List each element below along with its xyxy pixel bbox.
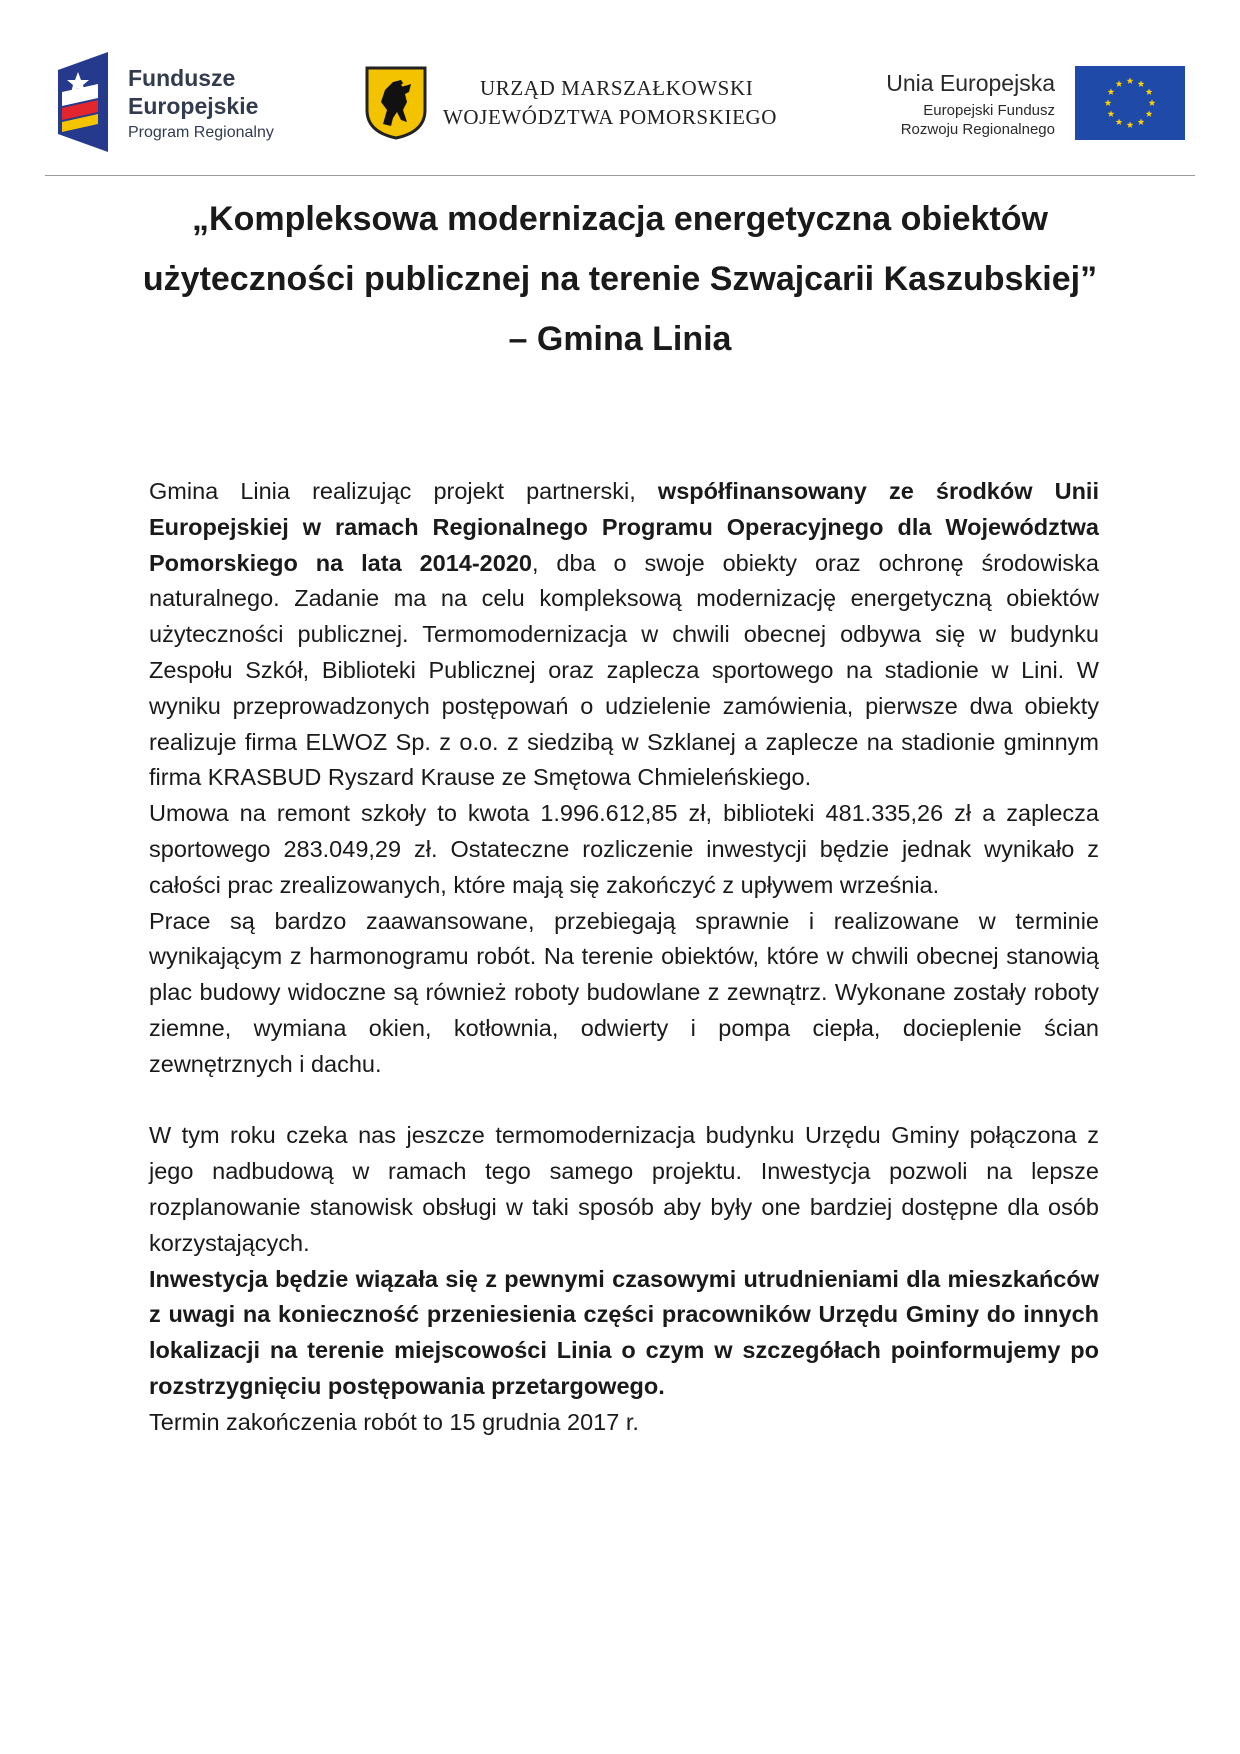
fe-logo-line3: Program Regionalny	[128, 124, 274, 141]
paragraph-deadline: Termin zakończenia robót to 15 grudnia 2017 r.	[149, 1408, 639, 1435]
paragraph-intro-end: , dba o swoje obiekty oraz ochronę środowiska naturalnego. Zadanie ma na celu kompleksową modernizację energetyczną obiektów użyteczności publicznej. Termomodernizacja w chwili obecnej odbywa się w budynku Zespołu Szkół, Biblioteki Publicznej oraz zaplecza sportowego na stadionie w Lini. W wyniku przeprowadzonych postępowań o udzielenie zamówienia, pierwsze dwa obiekty realizuje firma ELWOZ Sp. z o.o. z siedzibą w Szklanej a zaplecze na stadionie gminnym firma KRASBUD Ryszard Krause ze Smętowa Chmieleńskiego.	[149, 549, 1099, 791]
paragraph-intro-start: Gmina Linia realizując projekt partnerski,	[149, 478, 658, 504]
griffin-crest-icon	[365, 66, 427, 140]
paragraph-contract: Umowa na remont szkoły to kwota 1.996.612,85 zł, biblioteki 481.335,26 zł a zaplecza sportowego 283.049,29 zł. Ostateczne rozliczenie inwestycji będzie jednak wynikało z całości prac zrealizowanych, które mają się zakończyć z upływem września.	[149, 800, 1099, 898]
ue-logo-line2: Europejski Fundusz	[923, 102, 1055, 119]
fe-logo-line2: Europejskie	[128, 93, 259, 119]
page-title: „Kompleksowa modernizacja energetyczna obiektów użyteczności publicznej na terenie Szwajcarii Kaszubskiej” – Gmina Linia	[142, 200, 1098, 358]
header-divider	[45, 175, 1195, 176]
um-logo-line1: URZĄD MARSZAŁKOWSKI	[480, 76, 754, 100]
logo-header	[0, 0, 1240, 176]
paragraph-intro	[149, 474, 1099, 796]
paragraph-notice-bold: Inwestycja będzie wiązała się z pewnymi czasowymi utrudnieniami dla mieszkańców z uwagi na konieczność przeniesienia części pracowników Urzędu Gminy do innych lokalizacji na terenie miejscowości Linia o czym w szczegółach poinformujemy po rozstrzygnięciu postępowania przetargowego.	[149, 1265, 1099, 1399]
eu-flag-icon	[1075, 66, 1185, 140]
fundusze-europejskie-mark-icon	[58, 52, 108, 152]
paragraph-gap	[149, 1083, 1099, 1119]
paragraph-next-year: W tym roku czeka nas jeszcze termomodernizacja budynku Urzędu Gminy połączona z jego nadbudową w ramach tego samego projektu. Inwestycja pozwoli na lepsze rozplanowanie stanowisk obsługi w taki sposób aby były one bardziej dostępne dla osób korzystających.	[149, 1122, 1099, 1256]
fe-logo-line1: Fundusze	[128, 65, 236, 91]
document-body	[149, 474, 1099, 1441]
um-logo-line2: WOJEWÓDZTWA POMORSKIEGO	[443, 105, 778, 129]
unia-europejska-logo	[855, 66, 1185, 146]
paragraph-intro-bold: współfinansowany ze środków Unii Europejskiej w ramach Regionalnego Programu Operacyjnego dla Województwa Pomorskiego na lata 2014-2020	[149, 478, 1099, 576]
ue-logo-line1: Unia Europejska	[886, 70, 1055, 96]
ue-logo-line3: Rozwoju Regionalnego	[900, 121, 1055, 138]
urzad-marszalkowski-logo	[365, 62, 785, 142]
paragraph-progress: Prace są bardzo zaawansowane, przebiegają sprawnie i realizowane w terminie wynikającym z harmonogramu robót. Na terenie obiektów, które w chwili obecnej stanowią plac budowy widoczne są również roboty budowlane z zewnątrz. Wykonane zostały roboty ziemne, wymiana okien, kotłownia, odwierty i pompa ciepła, docieplenie ścian zewnętrznych i dachu.	[149, 907, 1099, 1077]
fundusze-europejskie-logo	[58, 52, 308, 152]
paragraph-notice	[149, 1262, 1099, 1405]
